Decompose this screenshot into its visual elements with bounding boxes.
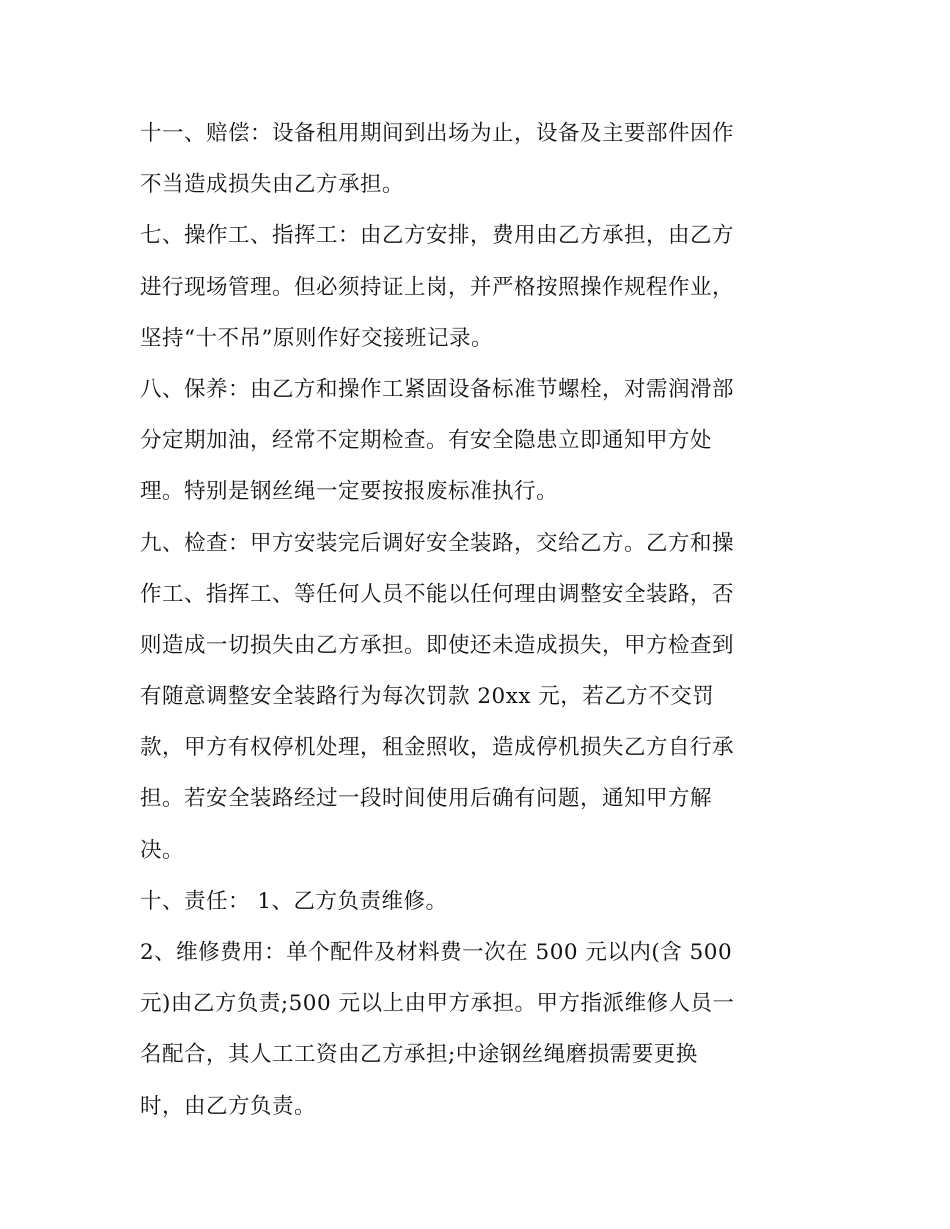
text-line: 名配合，其人工工资由乙方承担;中途钢丝绳磨损需要更换	[140, 1042, 698, 1068]
text-line: 有随意调整安全装路行为每次罚款 20xx 元，若乙方不交罚	[140, 684, 715, 710]
text-line: 十一、赔偿：设备租用期间到出场为止，设备及主要部件因作	[140, 121, 735, 146]
text-line: 八、保养：由乙方和操作工紧固设备标准节螺栓，对需润滑部	[140, 376, 735, 402]
text-line: 款，甲方有权停机处理，租金照收，造成停机损失乙方自行承	[140, 735, 735, 761]
text-line: 分定期加油，经常不定期检查。有安全隐患立即通知甲方处	[140, 428, 713, 454]
text-line: 则造成一切损失由乙方承担。即使还未造成损失，甲方检查到	[140, 632, 735, 658]
text-line: 作工、指挥工、等任何人员不能以任何理由调整安全装路，否	[140, 581, 735, 607]
text-line: 2、维修费用：单个配件及材料费一次在 500 元以内(含 500	[140, 940, 733, 965]
text-line: 九、检查：甲方安装完后调好安全装路，交给乙方。乙方和操	[140, 530, 735, 556]
text-line: 不当造成损失由乙方承担。	[140, 172, 405, 198]
text-line: 时，由乙方负责。	[140, 1093, 317, 1119]
text-line: 决。	[140, 837, 185, 863]
contract-text-body	[140, 108, 830, 1132]
text-line: 七、操作工、指挥工：由乙方安排，费用由乙方承担，由乙方	[140, 223, 735, 249]
text-line: 进行现场管理。但必须持证上岗，并严格按照操作规程作业，	[140, 274, 735, 300]
text-line: 坚持“十不吊”原则作好交接班记录。	[140, 325, 493, 351]
text-line: 担。若安全装路经过一段时间使用后确有问题，通知甲方解	[140, 786, 713, 812]
text-line: 理。特别是钢丝绳一定要按报废标准执行。	[140, 479, 559, 505]
text-line: 十、责任： 1、乙方负责维修。	[140, 888, 448, 914]
text-line: 元)由乙方负责;500 元以上由甲方承担。甲方指派维修人员一	[140, 991, 735, 1017]
